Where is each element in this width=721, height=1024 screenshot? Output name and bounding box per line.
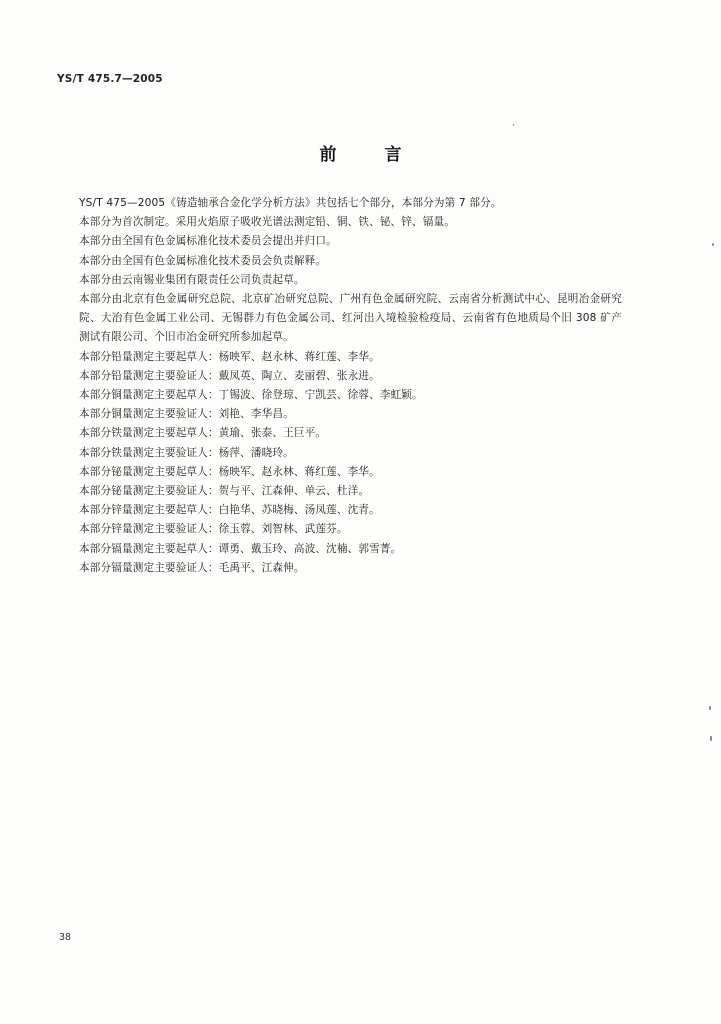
scan-speck: [712, 243, 714, 246]
page-title: [0, 140, 721, 165]
paragraph-proposed: 本部分由全国有色金属标准化技术委员会提出并归口。: [79, 235, 337, 248]
standard-code-header: YS/T 475.7—2005: [57, 73, 163, 85]
paragraph-zinc-drafters: 本部分锌量测定主要起草人：白艳华、苏晓梅、汤凤莲、沈青。: [79, 504, 380, 517]
paragraph-lead-verifiers: 本部分铅量测定主要验证人：戴凤英、陶立、麦丽碧、张永进。: [79, 369, 380, 382]
paragraph-bismuth-verifiers: 本部分铋量测定主要验证人：贺与平、江森伸、单云、杜洋。: [79, 485, 370, 498]
scan-speck: [513, 124, 514, 126]
paragraph-method: 本部分为首次制定。采用火焰原子吸收光谱法测定铅、铜、铁、铋、锌、镉量。: [79, 216, 456, 229]
paragraph-bismuth-drafters: 本部分铋量测定主要起草人：杨映军、赵永林、蒋红莲、李华。: [79, 465, 380, 478]
paragraph-interpretation: 本部分由全国有色金属标准化技术委员会负责解释。: [79, 254, 327, 267]
title-char-1: 前: [319, 145, 337, 165]
paragraph-iron-drafters: 本部分铁量测定主要起草人：黄瑜、张泰、王巨平。: [79, 427, 327, 440]
paragraph-cadmium-drafters: 本部分镉量测定主要起草人：谭勇、戴玉玲、高波、沈楠、郭雪菁。: [79, 542, 402, 555]
paragraph-iron-verifiers: 本部分铁量测定主要验证人：杨萍、潘晓玲。: [79, 446, 294, 459]
paragraph-lead-drafters: 本部分铅量测定主要起草人：杨映军、赵永林、蒋红莲、李华。: [79, 350, 380, 363]
foreword-body: [57, 194, 622, 578]
paragraph-participants: 本部分由北京有色金属研究总院、北京矿冶研究总院、广州有色金属研究院、云南省分析测试中心、昆明冶金研究院、大冶有色金属工业公司、无锡群力有色金属公司、红河出入境检验检疫局、云南省有色地质局个旧 308 矿产测试有限公司、个旧市冶金研究所参加起草。: [79, 293, 622, 344]
page-number: 38: [59, 932, 72, 943]
scan-speck: [710, 736, 712, 741]
paragraph-copper-drafters: 本部分铜量测定主要起草人：丁锡波、徐登琼、宁凯芸、徐蓉、李虹颖。: [79, 389, 423, 402]
title-char-2: 言: [384, 145, 402, 165]
paragraph-drafting-unit: 本部分由云南锡业集团有限责任公司负责起草。: [79, 273, 305, 286]
scan-speck: [709, 706, 711, 710]
paragraph-copper-verifiers: 本部分铜量测定主要验证人：刘艳、李华昌。: [79, 408, 294, 421]
paragraph-cadmium-verifiers: 本部分镉量测定主要验证人：毛禹平、江森伸。: [79, 561, 305, 574]
paragraph-scope: YS/T 475—2005《铸造轴承合金化学分析方法》共包括七个部分，本部分为第 7 部分。: [79, 197, 502, 209]
paragraph-zinc-verifiers: 本部分锌量测定主要验证人：徐玉蓉、刘智林、武莲芬。: [79, 523, 348, 536]
